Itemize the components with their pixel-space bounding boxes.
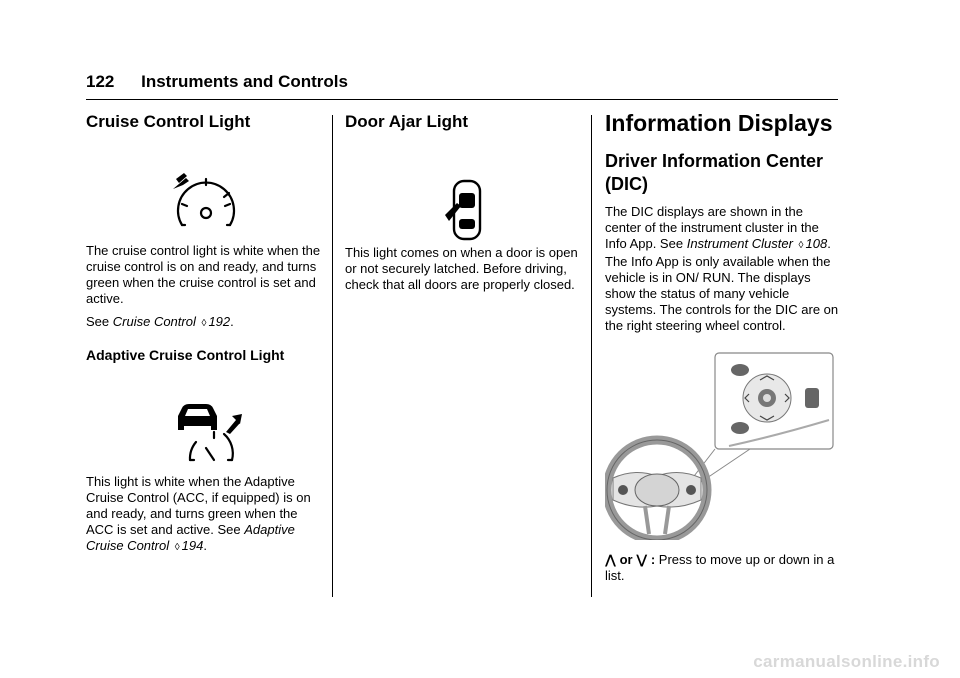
section-title: Instruments and Controls [141, 72, 348, 91]
column-divider-2 [591, 115, 592, 597]
watermark: carmanualsonline.info [753, 652, 940, 671]
cruise-control-link[interactable]: Cruise Control [112, 314, 196, 329]
cruise-control-icon [86, 133, 326, 233]
chevron-down-icon: ⋁ [636, 552, 648, 567]
page-number: 122 [86, 72, 115, 91]
acc-body: This light is white when the Adaptive Cruise Control (ACC, if equipped) is on and ready, and turns green when the ACC is set and active. See Adaptive Cruise Control ◊ 194. [86, 474, 311, 553]
up-down-instruction: ⋀ or ⋁ : Press to move up or down in a list. [605, 552, 835, 583]
page-header [86, 72, 348, 92]
dic-body: The DIC displays are shown in the center of the instrument cluster in the Info App. See Instrument Cluster ◊ 108. The Info App is only available when the vehicle is in ON/ RUN. The displays show the status of many vehicle systems. The controls for the DIC are on the right steering wheel control. [605, 204, 839, 333]
door-ajar-body: This light comes on when a door is open or not securely latched. Before driving, check that all doors are properly closed. [345, 245, 578, 292]
cruise-control-heading: Cruise Control Light [86, 112, 251, 131]
column-3 [605, 110, 840, 584]
dic-heading: Driver Information Center (DIC) [605, 151, 824, 194]
acc-heading: Adaptive Cruise Control Light [86, 347, 285, 363]
header-rule [86, 99, 838, 100]
adaptive-cruise-icon [86, 364, 326, 474]
column-divider-1 [332, 115, 333, 597]
column-2 [345, 110, 580, 293]
instrument-cluster-link[interactable]: Instrument Cluster [686, 236, 793, 251]
chevron-up-icon: ⋀ [605, 552, 616, 567]
door-ajar-icon [345, 133, 580, 245]
information-displays-heading: Information Displays [605, 110, 833, 136]
door-ajar-heading: Door Ajar Light [345, 112, 469, 131]
acc-link[interactable]: Adaptive Cruise Control [86, 522, 295, 553]
column-1 [86, 110, 326, 556]
cruise-control-see: See Cruise Control ◊ 192. [86, 314, 234, 329]
steering-wheel-controls-illustration [605, 350, 840, 540]
cruise-control-body: The cruise control light is white when the cruise control is on and ready, and turns green when the cruise control is set and active. [86, 243, 321, 306]
